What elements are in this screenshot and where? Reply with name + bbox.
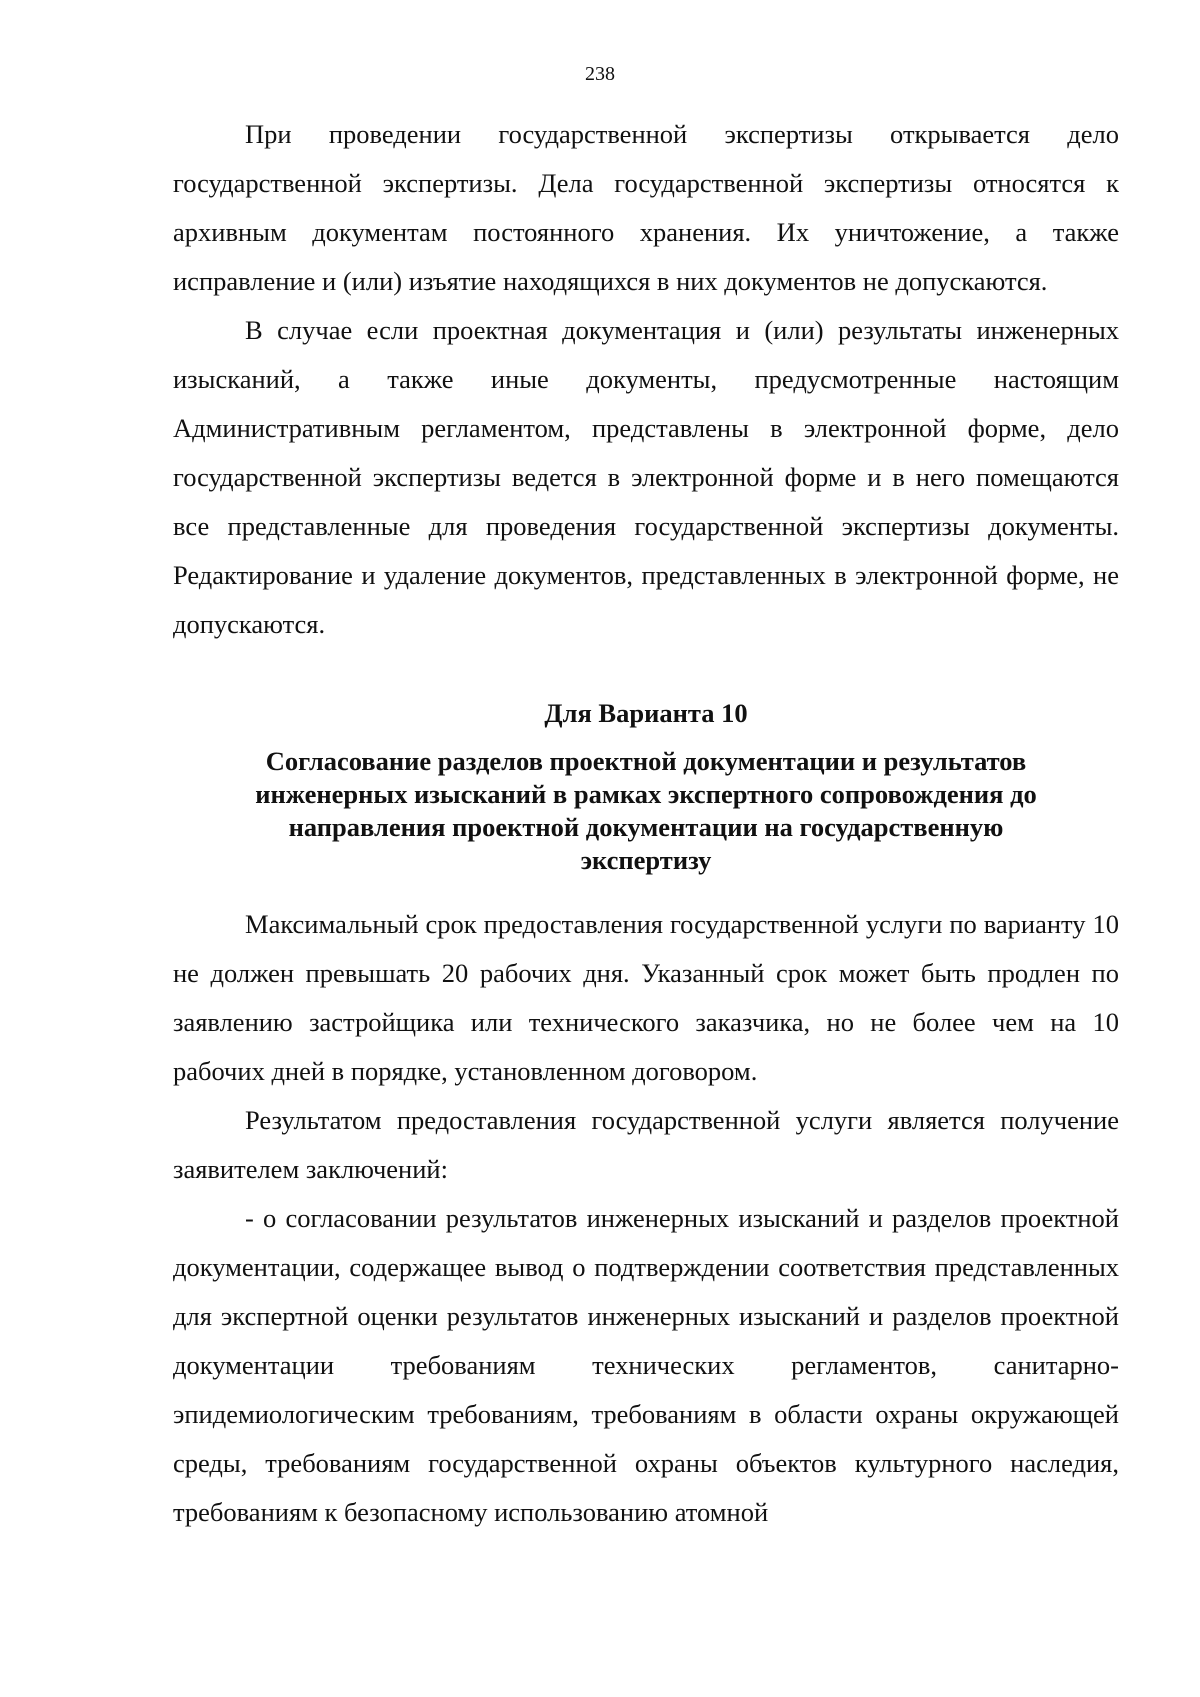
paragraph-result: Результатом предоставления государственной услуги является получение заявителем заключений: bbox=[173, 1105, 1119, 1184]
paragraph-electronic-form: В случае если проектная документация и (или) результаты инженерных изысканий, а также иные документы, предусмотренные настоящим Административным регламентом, представлены в электронной форме, дело государственной экспертизы ведется в электронной форме и в него помещаются все представленные для проведения государственной экспертизы документы. Редактирование и удаление документов, представленных в электронной форме, не допускаются. bbox=[173, 315, 1119, 639]
text-block-variant-10 bbox=[173, 900, 1119, 1537]
paragraph-max-term: Максимальный срок предоставления государственной услуги по варианту 10 не должен превышать 20 рабочих дня. Указанный срок может быть продлен по заявлению застройщика или технического заказчика, но не более чем на 10 рабочих дней в порядке, установленном договором. bbox=[173, 909, 1119, 1086]
page-number: 238 bbox=[585, 63, 615, 85]
paragraph-approval-conclusion: - о согласовании результатов инженерных изысканий и разделов проектной документации, содержащее вывод о подтверждении соответствия представленных для экспертной оценки результатов инженерных изысканий и разделов проектной документации требованиям технических регламентов, санитарно-эпидемиологическим требованиям, требованиям в области охраны окружающей среды, требованиям государственной охраны объектов культурного наследия, требованиям к безопасному использованию атомной bbox=[173, 1203, 1119, 1527]
text-block-archive bbox=[173, 110, 1119, 649]
variant-heading: Для Варианта 10 bbox=[544, 698, 748, 728]
section-title: Согласование разделов проектной документации и результатов инженерных изысканий в рамках экспертного сопровождения до направления проектной документации на государственную экспертизу bbox=[255, 746, 1037, 875]
paragraph-case-file: При проведении государственной экспертизы открывается дело государственной экспертизы. Дела государственной экспертизы относятся к архивным документам постоянного хранения. Их уничтожение, а также исправление и (или) изъятие находящихся в них документов не допускаются. bbox=[173, 119, 1119, 296]
